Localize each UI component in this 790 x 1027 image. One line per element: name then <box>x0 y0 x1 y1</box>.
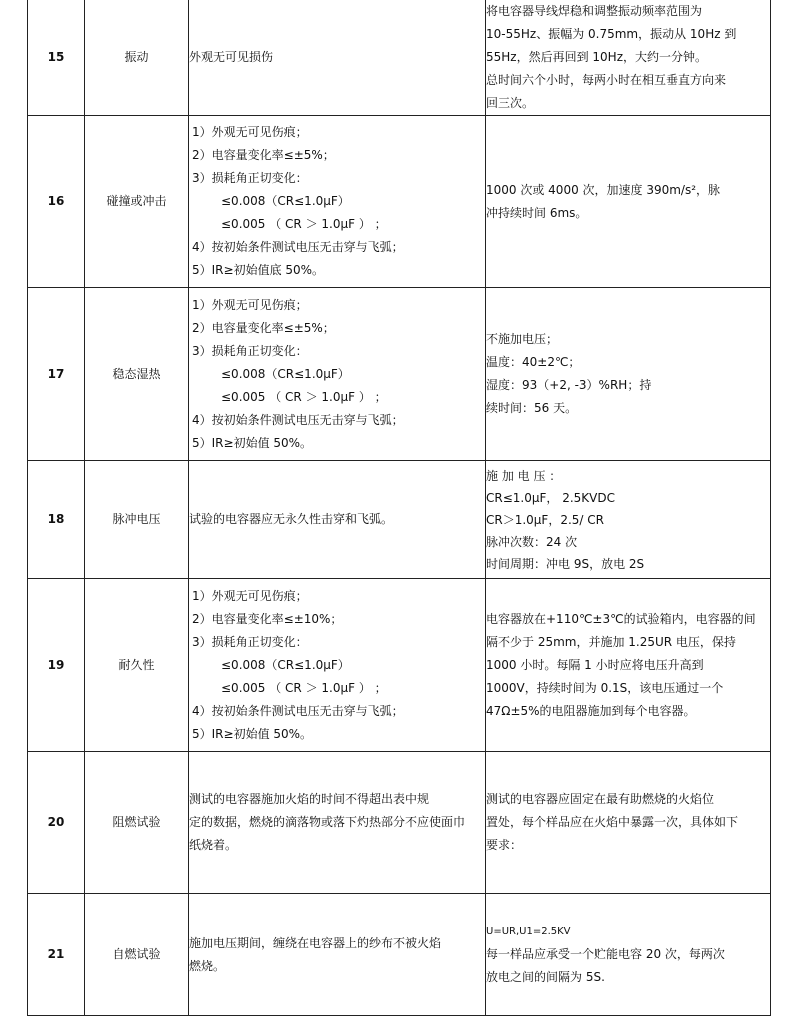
requirement-line: 2）电容量变化率≤±5%； <box>192 320 335 335</box>
test-item: 耐久性 <box>85 579 189 752</box>
requirement-line: 1）外观无可见伤痕； <box>192 588 308 603</box>
condition-cell <box>486 461 771 579</box>
requirement-cell <box>189 579 486 752</box>
condition-line: 1000 小时。每隔 1 小时应将电压升高到 <box>486 657 704 672</box>
condition-line: 要求： <box>486 838 523 852</box>
condition-line: U=UR,U1=2.5KV <box>486 926 571 937</box>
table-row <box>28 288 771 461</box>
test-item: 自燃试验 <box>85 894 189 1016</box>
condition-line: 55Hz，然后再回到 10Hz，大约一分钟。 <box>486 50 707 64</box>
table-row <box>28 116 771 288</box>
condition-line: 将电容器导线焊稳和调整振动频率范围为 <box>486 4 703 18</box>
requirement-line: 5）IR≥初始值底 50%。 <box>192 263 325 277</box>
requirement-line: 4）按初始条件测试电压无击穿与飞弧； <box>192 412 404 427</box>
condition-line: 冲持续时间 6ms。 <box>486 205 588 220</box>
requirement-line: 5）IR≥初始值 50%。 <box>192 726 313 741</box>
test-item: 振动 <box>85 0 189 116</box>
condition-line: 总时间六个小时，每两小时在相互垂直方向来 <box>486 73 727 87</box>
requirement-line: ≤0.005 （ CR ＞ 1.0μF ） ； <box>221 680 387 695</box>
condition-line: 置处，每个样品应在火焰中暴露一次，具体如下 <box>486 815 739 829</box>
requirement-line: 3）损耗角正切变化： <box>192 343 308 358</box>
table-row <box>28 461 771 579</box>
table-row <box>28 0 771 116</box>
condition-line: 测试的电容器应固定在最有助燃烧的火焰位 <box>486 792 715 806</box>
requirement-line: 5）IR≥初始值 50%。 <box>192 435 313 450</box>
condition-line: 湿度：93（+2, -3）%RH；持 <box>486 378 652 392</box>
row-number: 17 <box>28 288 85 461</box>
requirement-line: 测试的电容器施加火焰的时间不得超出表中规 <box>189 792 430 806</box>
condition-line: 电容器放在+110℃±3℃的试验箱内，电容器的间 <box>486 611 756 626</box>
requirement-line: 2）电容量变化率≤±10%； <box>192 611 343 626</box>
condition-cell <box>486 288 771 461</box>
row-number: 19 <box>28 579 85 752</box>
condition-line: 回三次。 <box>486 96 535 110</box>
condition-line: 时间周期：冲电 9S，放电 2S <box>486 556 645 571</box>
requirement-line: 3）损耗角正切变化： <box>192 634 308 649</box>
requirement-line: ≤0.005 （ CR ＞ 1.0μF ） ； <box>221 217 387 231</box>
row-number: 15 <box>28 0 85 116</box>
table-row <box>28 894 771 1016</box>
requirement-cell <box>189 0 486 116</box>
requirement-line: ≤0.005 （ CR ＞ 1.0μF ） ； <box>221 389 387 404</box>
requirement-line: 1）外观无可见伤痕； <box>192 125 308 139</box>
requirement-line: ≤0.008（CR≤1.0μF） <box>221 366 350 381</box>
condition-line: 放电之间的间隔为 5S. <box>486 970 605 984</box>
condition-line: 47Ω±5%的电阻器施加到每个电容器。 <box>486 703 696 718</box>
condition-line: 续时间：56 天。 <box>486 401 578 415</box>
requirement-line: ≤0.008（CR≤1.0μF） <box>221 657 350 672</box>
requirement-cell <box>189 116 486 288</box>
condition-line: 10-55Hz、振幅为 0.75mm，振动从 10Hz 到 <box>486 27 737 41</box>
condition-line: 温度：40±2℃； <box>486 355 581 369</box>
requirement-line: 外观无可见损伤 <box>189 50 274 64</box>
row-number: 21 <box>28 894 85 1016</box>
requirement-line: 4）按初始条件测试电压无击穿与飞弧； <box>192 240 404 254</box>
requirement-line: 1）外观无可见伤痕； <box>192 297 308 312</box>
test-item: 稳态湿热 <box>85 288 189 461</box>
condition-cell <box>486 0 771 116</box>
condition-line: 隔不少于 25mm，并施加 1.25UR 电压，保持 <box>486 634 736 649</box>
requirement-cell <box>189 894 486 1016</box>
test-item: 碰撞或冲击 <box>85 116 189 288</box>
requirement-line: 3）损耗角正切变化： <box>192 171 308 185</box>
condition-line: CR≤1.0μF， 2.5KVDC <box>486 490 615 505</box>
requirement-line: ≤0.008（CR≤1.0μF） <box>221 194 350 208</box>
condition-cell <box>486 579 771 752</box>
condition-line: 1000 次或 4000 次，加速度 390m/s²，脉 <box>486 182 721 197</box>
row-number: 18 <box>28 461 85 579</box>
condition-cell <box>486 116 771 288</box>
test-item: 阻燃试验 <box>85 752 189 894</box>
test-item: 脉冲电压 <box>85 461 189 579</box>
condition-line: 1000V，持续时间为 0.1S，该电压通过一个 <box>486 680 724 695</box>
requirement-cell <box>189 288 486 461</box>
requirement-line: 燃烧。 <box>189 958 226 973</box>
requirement-line: 4）按初始条件测试电压无击穿与飞弧； <box>192 703 404 718</box>
condition-line: 不施加电压； <box>486 332 559 346</box>
condition-cell <box>486 752 771 894</box>
requirement-line: 试验的电容器应无永久性击穿和飞弧。 <box>189 512 394 526</box>
condition-line: 施 加 电 压 ： <box>486 468 562 483</box>
table-row <box>28 752 771 894</box>
requirement-cell <box>189 461 486 579</box>
requirement-cell <box>189 752 486 894</box>
table-row <box>28 579 771 752</box>
row-number: 16 <box>28 116 85 288</box>
condition-line: 脉冲次数：24 次 <box>486 534 578 549</box>
requirement-line: 2）电容量变化率≤±5%； <box>192 148 335 162</box>
condition-line: 每一样品应承受一个贮能电容 20 次，每两次 <box>486 947 725 961</box>
requirement-line: 施加电压期间，缠绕在电容器上的纱布不被火焰 <box>189 935 442 950</box>
condition-cell <box>486 894 771 1016</box>
condition-line: CR＞1.0μF，2.5/ CR <box>486 512 604 527</box>
requirement-line: 定的数据，燃烧的滴落物或落下灼热部分不应使面巾 <box>189 815 466 829</box>
row-number: 20 <box>28 752 85 894</box>
requirement-line: 纸烧着。 <box>189 838 238 852</box>
spec-table <box>27 0 771 1016</box>
